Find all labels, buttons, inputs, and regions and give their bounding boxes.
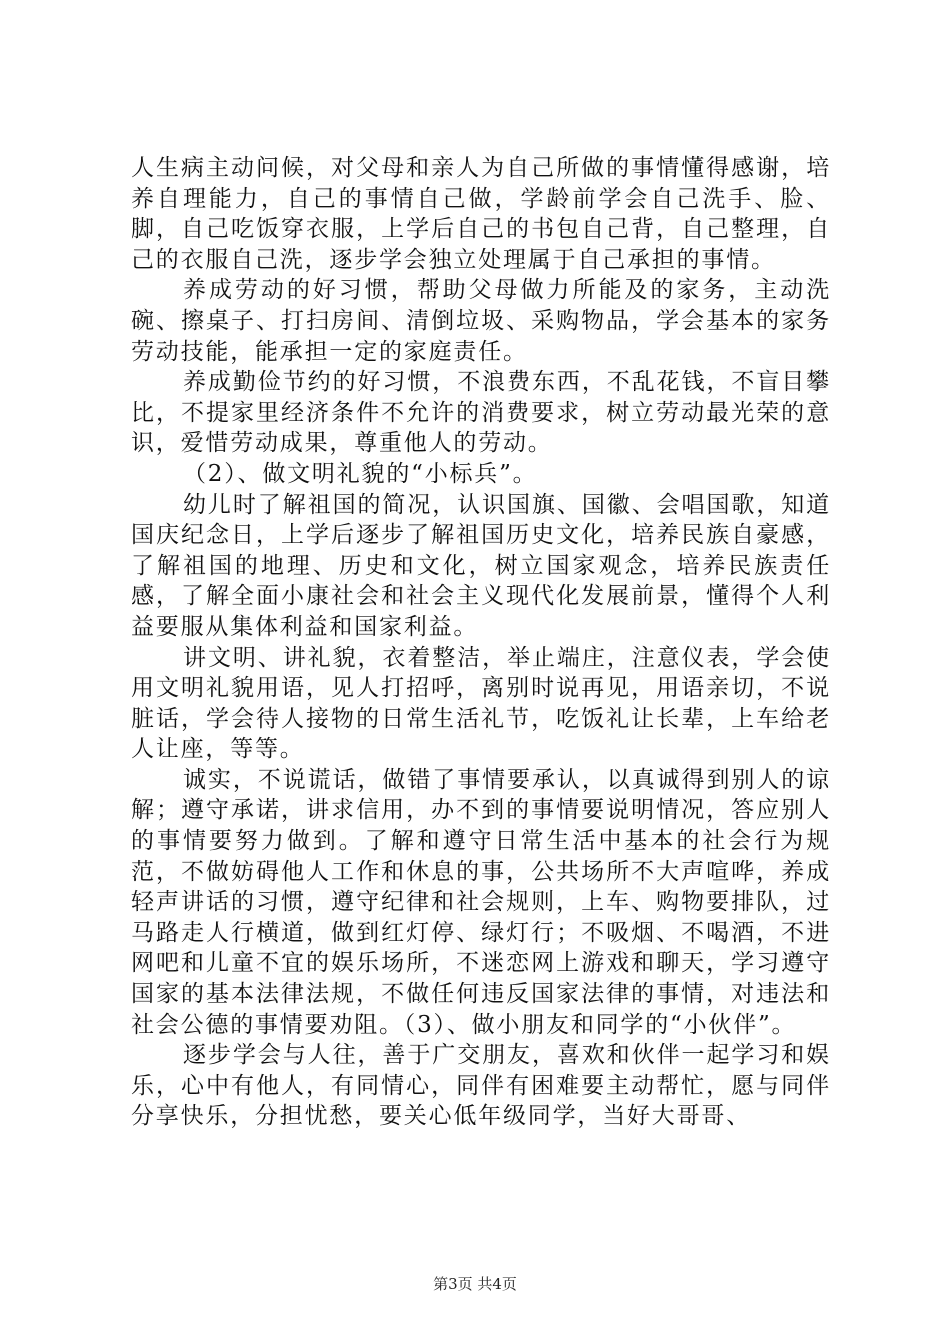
paragraph-8: 逐步学会与人往，善于广交朋友，喜欢和伙伴一起学习和娱乐，心中有他人，有同情心，同伴有困难要主动帮忙，愿与同伴分享快乐，分担忧愁，要关心低年级同学，当好大哥哥、: [131, 1042, 831, 1130]
paragraph-5: 幼儿时了解祖国的简况，认识国旗、国徽、会唱国歌，知道国庆纪念日，上学后逐步了解祖国历史文化，培养民族自豪感，了解祖国的地理、历史和文化，树立国家观念，培养民族责任感，了解全面小康社会和社会主义现代化发展前景，懂得个人利益要服从集体利益和国家利益。: [131, 491, 831, 640]
paragraph-2: 养成劳动的好习惯，帮助父母做力所能及的家务，主动洗碗、擦桌子、打扫房间、清倒垃圾、采购物品，学会基本的家务劳动技能，能承担一定的家庭责任。: [131, 277, 831, 365]
paragraph-6: 讲文明、讲礼貌，衣着整洁，举止端庄，注意仪表，学会使用文明礼貌用语，见人打招呼，离别时说再见，用语亲切，不说脏话，学会待人接物的日常生活礼节，吃饭礼让长辈，上车给老人让座，等等。: [131, 644, 831, 763]
page-footer: 第3页 共4页: [433, 1275, 517, 1293]
document-body: [131, 153, 831, 1132]
paragraph-3: 养成勤俭节约的好习惯，不浪费东西，不乱花钱，不盲目攀比，不提家里经济条件不允许的消费要求，树立劳动最光荣的意识，爱惜劳动成果，尊重他人的劳动。: [131, 369, 831, 457]
paragraph-7: 诚实，不说谎话，做错了事情要承认，以真诚得到别人的谅解；遵守承诺，讲求信用，办不到的事情要说明情况，答应别人的事情要努力做到。了解和遵守日常生活中基本的社会行为规范，不做妨碍他人工作和休息的事，公共场所不大声喧哗，养成轻声讲话的习惯，遵守纪律和社会规则，上车、购物要排队，过马路走人行横道，做到红灯停、绿灯行；不吸烟、不喝酒，不进网吧和儿童不宜的娱乐场所，不迷恋网上游戏和聊天，学习遵守国家的基本法律法规，不做任何违反国家法律的事情，对违法和社会公德的事情要劝阻。（3）、做小朋友和同学的“小伙伴”。: [131, 766, 831, 1038]
paragraph-1: 人生病主动问候，对父母和亲人为自己所做的事情懂得感谢，培养自理能力，自己的事情自己做，学龄前学会自己洗手、脸、脚，自己吃饭穿衣服，上学后自己的书包自己背，自己整理，自己的衣服自己洗，逐步学会独立处理属于自己承担的事情。: [131, 155, 831, 273]
section-heading-2: （2）、做文明礼貌的“小标兵”。: [183, 460, 538, 487]
